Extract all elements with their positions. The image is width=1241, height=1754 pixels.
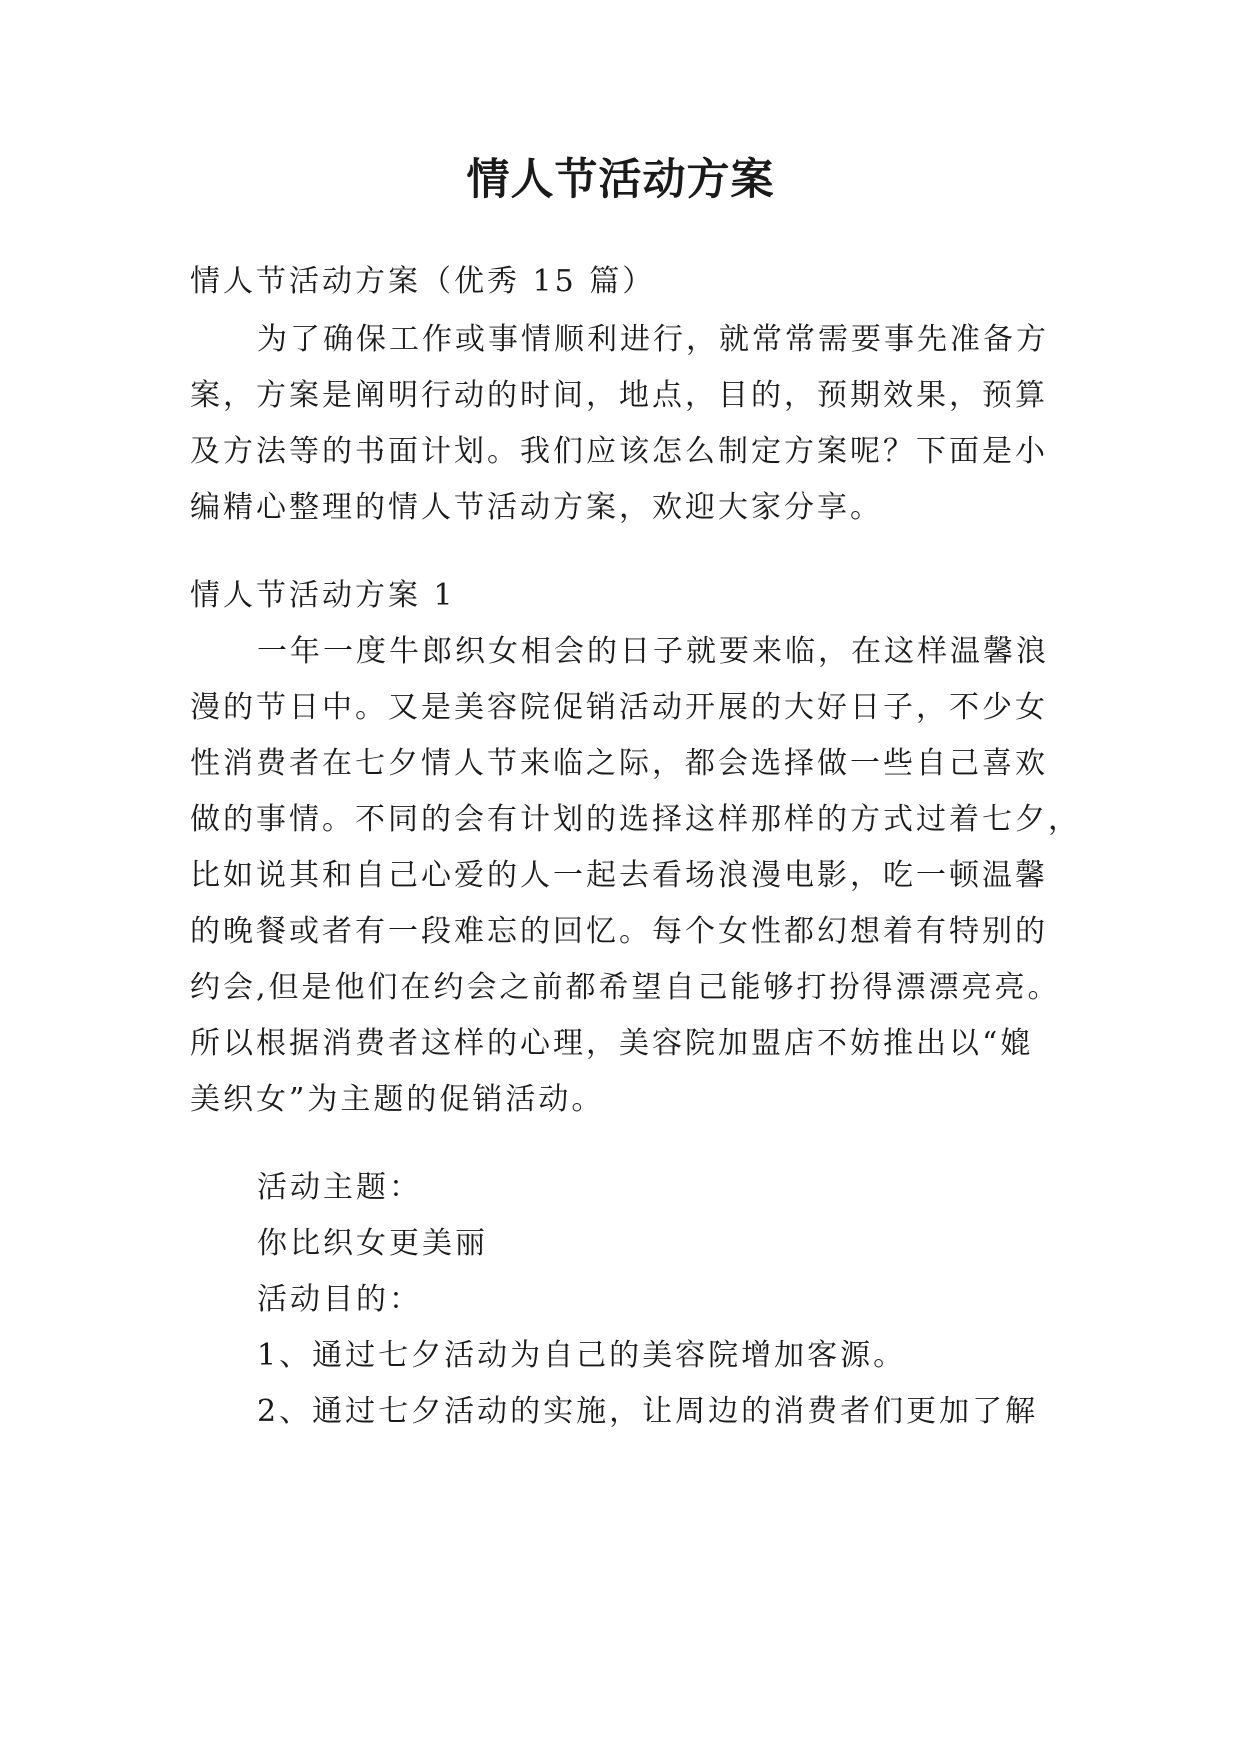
intro-line: 为了确保工作或事情顺利进行，就常常需要事先准备方 [257, 322, 1049, 357]
body-line: 漫的节日中。又是美容院促销活动开展的大好日子，不少女 [190, 690, 1048, 725]
body-line: 性消费者在七夕情人节来临之际，都会选择做一些自己喜欢 [190, 746, 1048, 781]
body-line: 的晚餐或者有一段难忘的回忆。每个女性都幻想着有特别的 [190, 914, 1048, 949]
body-line: 比如说其和自己心爱的人一起去看场浪漫电影，吃一顿温馨 [190, 858, 1048, 893]
purpose-label: 活动目的： [257, 1282, 422, 1317]
body-line: 所以根据消费者这样的心理，美容院加盟店不妨推出以“媲 [190, 1026, 1034, 1061]
purpose-item: 2、通过七夕活动的实施，让周边的消费者们更加了解 [257, 1394, 1039, 1429]
theme-value: 你比织女更美丽 [257, 1226, 488, 1261]
body-line: 做的事情。不同的会有计划的选择这样那样的方式过着七夕， [190, 802, 1081, 837]
intro-line: 案，方案是阐明行动的时间，地点，目的，预期效果，预算 [190, 378, 1048, 413]
purpose-item: 1、通过七夕活动为自己的美容院增加客源。 [257, 1338, 907, 1373]
body-line: 约会,但是他们在约会之前都希望自己能够打扮得漂漂亮亮。 [190, 970, 1061, 1005]
body-line: 美织女”为主题的促销活动。 [190, 1082, 605, 1117]
intro-line: 及方法等的书面计划。我们应该怎么制定方案呢？下面是小 [190, 434, 1048, 469]
body-line: 一年一度牛郎织女相会的日子就要来临，在这样温馨浪 [257, 634, 1049, 669]
document-subtitle: 情人节活动方案（优秀 15 篇） [190, 264, 656, 299]
theme-label: 活动主题： [257, 1170, 422, 1205]
document-title: 情人节活动方案 [466, 155, 775, 205]
intro-line: 编精心整理的情人节活动方案，欢迎大家分享。 [190, 490, 883, 525]
section-heading: 情人节活动方案 1 [190, 578, 456, 613]
